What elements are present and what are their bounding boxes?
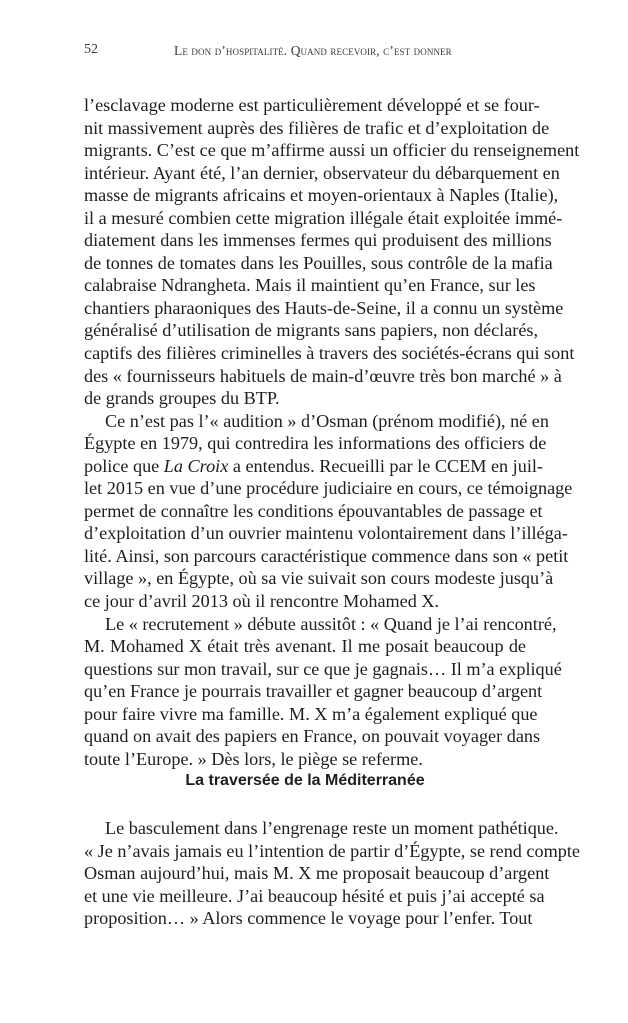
text-line: chantiers pharaoniques des Hauts-de-Seine, il a connu un système: [84, 297, 564, 318]
body-text: [84, 94, 580, 770]
text-line: Le « recrutement » débute aussitôt : « Quand je l’ai rencontré,: [105, 613, 557, 634]
text-line: l’esclavage moderne est particulièrement développé et se four-: [84, 95, 540, 115]
text-line: intérieur. Ayant été, l’an dernier, observateur du débarquement en: [84, 162, 560, 183]
text-line: calabraise Ndrangheta. Mais il maintient qu’en France, sur les: [84, 275, 536, 296]
text-line: Égypte en 1979, qui contredira les informations des officiers de: [84, 433, 547, 454]
text-line: M. Mohamed X était très avenant. Il me posait beaucoup de: [84, 636, 526, 657]
text-line: « Je n’avais jamais eu l’intention de partir d’Égypte, se rend compte: [84, 840, 580, 861]
text-run: police que: [84, 455, 164, 476]
text-line: quand on avait des papiers en France, on pouvait voyager dans: [84, 726, 541, 747]
text-run: a entendus. Recueilli par le CCEM en juil-: [228, 455, 543, 476]
running-title: Le don d’hospitalité. Quand recevoir, c’est donner: [174, 43, 452, 58]
text-line: toute l’Europe. » Dès lors, le piège se referme.: [84, 748, 423, 769]
text-line: captifs des filières criminelles à travers des sociétés-écrans qui sont: [84, 343, 575, 364]
section-body-text: [84, 817, 580, 930]
text-line: migrants. C’est ce que m’affirme aussi un officier du renseignement: [84, 140, 580, 161]
text-line: Le basculement dans l’engrenage reste un moment pathétique.: [105, 818, 559, 838]
text-line: nit massivement auprès des filières de trafic et d’exploitation de: [84, 117, 550, 138]
text-line: d’exploitation d’un ouvrier maintenu volontairement dans l’illéga-: [84, 523, 568, 544]
text-line: et une vie meilleure. J’ai beaucoup hésité et puis j’ai accepté sa: [84, 885, 545, 906]
running-header: [84, 42, 526, 62]
text-line: de grands groupes du BTP.: [84, 388, 280, 409]
text-line: il a mesuré combien cette migration illégale était exploitée immé-: [84, 207, 563, 228]
text-line: qu’en France je pourrais travailler et gagner beaucoup d’argent: [84, 681, 543, 702]
page-number: 52: [84, 42, 98, 57]
text-line: let 2015 en vue d’une procédure judiciaire en cours, ce témoignage: [84, 478, 573, 499]
text-line: masse de migrants africains et moyen-orientaux à Naples (Italie),: [84, 185, 559, 206]
text-line: ce jour d’avril 2013 où il rencontre Mohamed X.: [84, 591, 440, 612]
text-line: permet de connaître les conditions épouvantables de passage et: [84, 500, 543, 521]
text-line: Osman aujourd’hui, mais M. X me proposait beaucoup d’argent: [84, 863, 550, 884]
publication-title: La Croix: [163, 455, 229, 476]
section-heading: La traversée de la Méditerranée: [185, 772, 425, 789]
text-line: proposition… » Alors commence le voyage pour l’enfer. Tout: [84, 908, 533, 929]
text-line: questions sur mon travail, sur ce que je gagnais… Il m’a expliqué: [84, 658, 562, 679]
text-line: de tonnes de tomates dans les Pouilles, sous contrôle de la mafia: [84, 252, 553, 273]
text-line: diatement dans les immenses fermes qui produisent des millions: [84, 230, 552, 251]
text-line: des « fournisseurs habituels de main-d’œuvre très bon marché » à: [84, 365, 562, 386]
text-line: Ce n’est pas l’« audition » d’Osman (prénom modifié), né en: [105, 410, 549, 431]
text-line: lité. Ainsi, son parcours caractéristique commence dans son « petit: [84, 545, 569, 566]
text-line: généralisé d’utilisation de migrants sans papiers, non déclarés,: [84, 320, 539, 341]
text-line: pour faire vivre ma famille. M. X m’a également expliqué que: [84, 703, 538, 724]
text-line: [84, 455, 543, 478]
text-line: village », en Égypte, où sa vie suivait son cours modeste jusqu’à: [84, 568, 554, 589]
